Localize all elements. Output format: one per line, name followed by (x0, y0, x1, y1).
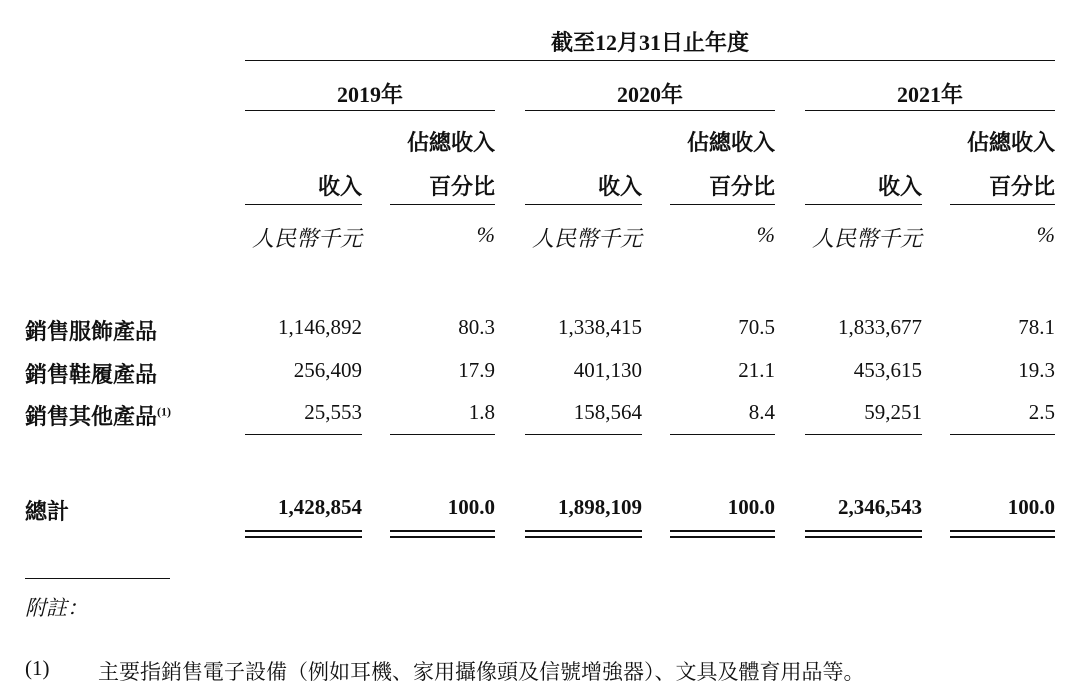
col-underline (805, 204, 922, 205)
col-pct-line2-2021: 百分比 (988, 174, 1055, 199)
cell: 25,553 (304, 400, 362, 424)
row-label: 銷售服飾產品 (25, 319, 158, 344)
row-label: 銷售鞋履產品 (25, 362, 158, 387)
total-cell: 100.0 (727, 495, 775, 519)
cell: 19.3 (1018, 358, 1055, 382)
cell: 1,146,892 (278, 315, 362, 339)
cell: 158,564 (573, 400, 642, 424)
col-pct-line2-2020: 百分比 (708, 174, 775, 199)
col-pct-line1-2019: 佔總收入 (406, 130, 495, 155)
subtotal-rule (245, 434, 362, 435)
subtotal-rule (805, 434, 922, 435)
total-cell: 1,898,109 (558, 495, 642, 519)
cell: 8.4 (748, 400, 775, 424)
year-underline-2019 (245, 110, 495, 111)
period-title: 截至12月31日止年度 (550, 30, 749, 55)
period-underline (245, 60, 1055, 61)
year-header-2019: 2019年 (336, 82, 403, 107)
subtotal-rule (525, 434, 642, 435)
col-revenue-2019: 收入 (317, 174, 362, 199)
unit-rmb-2021: 人民幣千元 (811, 226, 922, 251)
cell: 1,833,677 (838, 315, 922, 339)
col-underline (525, 204, 642, 205)
footnote-ref: (1) (157, 404, 172, 419)
col-revenue-2020: 收入 (597, 174, 642, 199)
total-cell: 1,428,854 (278, 495, 362, 519)
cell: 70.5 (738, 315, 775, 339)
row-label (25, 400, 171, 431)
cell: 78.1 (1018, 315, 1055, 339)
note-marker: (1) (25, 656, 50, 680)
year-underline-2021 (805, 110, 1055, 111)
year-header-2021: 2021年 (896, 82, 963, 107)
note-text: 主要指銷售電子設備（例如耳機、家用攝像頭及信號增強器）、文具及體育用品等。 (98, 660, 865, 684)
total-label: 總計 (25, 499, 70, 524)
unit-pct-2020: % (756, 222, 775, 247)
unit-pct-2021: % (1036, 222, 1055, 247)
cell: 21.1 (738, 358, 775, 382)
cell: 1.8 (468, 400, 495, 424)
cell: 256,409 (293, 358, 362, 382)
cell: 59,251 (864, 400, 922, 424)
total-double-rule (245, 530, 362, 538)
total-double-rule (805, 530, 922, 538)
col-underline (950, 204, 1055, 205)
cell: 1,338,415 (558, 315, 642, 339)
row-label-text: 銷售其他產品 (25, 404, 158, 429)
subtotal-rule (670, 434, 775, 435)
subtotal-rule (390, 434, 495, 435)
col-pct-line2-2019: 百分比 (428, 174, 495, 199)
year-underline-2020 (525, 110, 775, 111)
cell: 401,130 (573, 358, 642, 382)
cell: 80.3 (458, 315, 495, 339)
cell: 2.5 (1028, 400, 1055, 424)
cell: 453,615 (853, 358, 922, 382)
col-pct-line1-2021: 佔總收入 (966, 130, 1055, 155)
notes-heading: 附註： (25, 596, 88, 620)
col-pct-line1-2020: 佔總收入 (686, 130, 775, 155)
total-double-rule (950, 530, 1055, 538)
notes-separator (25, 578, 170, 579)
year-header-2020: 2020年 (616, 82, 683, 107)
total-cell: 100.0 (447, 495, 495, 519)
unit-rmb-2019: 人民幣千元 (251, 226, 362, 251)
total-double-rule (525, 530, 642, 538)
col-underline (390, 204, 495, 205)
subtotal-rule (950, 434, 1055, 435)
total-double-rule (390, 530, 495, 538)
col-revenue-2021: 收入 (877, 174, 922, 199)
total-double-rule (670, 530, 775, 538)
col-underline (670, 204, 775, 205)
total-cell: 2,346,543 (838, 495, 922, 519)
unit-rmb-2020: 人民幣千元 (531, 226, 642, 251)
col-underline (245, 204, 362, 205)
total-cell: 100.0 (1007, 495, 1055, 519)
cell: 17.9 (458, 358, 495, 382)
unit-pct-2019: % (476, 222, 495, 247)
